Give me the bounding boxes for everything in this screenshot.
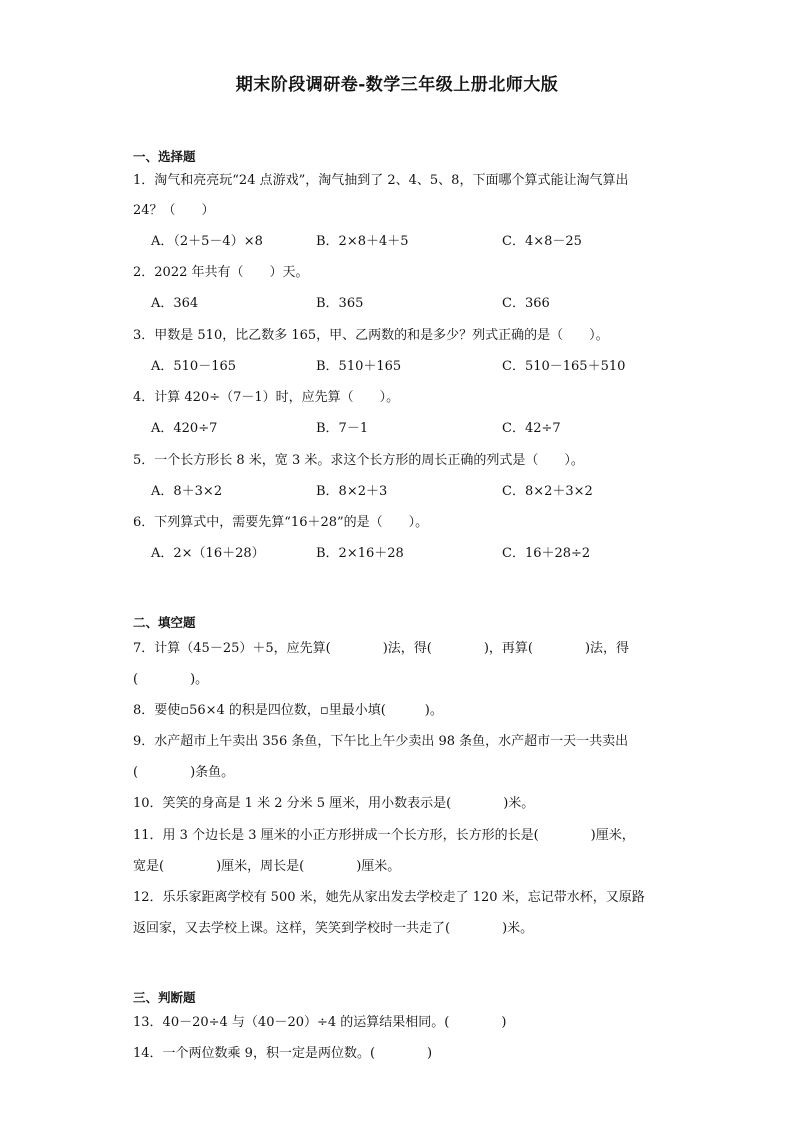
question-11-text: 11．用 3 个边长是 3 厘米的小正方形拼成一个长方形，长方形的长是( )厘米， bbox=[133, 828, 635, 843]
question-9-text: 9．水产超市上午卖出 356 条鱼，下午比上午少卖出 98 条鱼，水产超市一天一共卖出 bbox=[133, 734, 629, 749]
question-6-option-b: B．2×16＋28 bbox=[316, 546, 404, 561]
question-9-text-cont: ( )条鱼。 bbox=[133, 765, 235, 780]
question-2-text: 2．2022 年共有（ ）天。 bbox=[133, 265, 309, 280]
question-4-option-b: B．7－1 bbox=[316, 421, 369, 436]
section-heading-choice: 一、选择题 bbox=[133, 149, 196, 164]
question-10-text: 10．笑笑的身高是 1 米 2 分米 5 厘米，用小数表示是( )米。 bbox=[133, 796, 535, 811]
question-5-option-b: B．8×2＋3 bbox=[316, 484, 388, 499]
question-3-option-a: A．510－165 bbox=[151, 359, 237, 374]
question-5-option-c: C．8×2＋3×2 bbox=[502, 484, 593, 499]
question-6-option-c: C．16＋28÷2 bbox=[502, 546, 591, 561]
question-3-text: 3．甲数是 510，比乙数多 165，甲、乙两数的和是多少？列式正确的是（ ）。 bbox=[133, 328, 609, 343]
question-5-text: 5．一个长方形长 8 米，宽 3 米。求这个长方形的周长正确的列式是（ ）。 bbox=[133, 453, 584, 468]
section-heading-fill-in: 二、填空题 bbox=[133, 615, 196, 630]
question-3-option-c: C．510－165＋510 bbox=[502, 359, 626, 374]
question-7-text: 7．计算（45－25）＋5，应先算( )法，得( )，再算( )法，得 bbox=[133, 641, 630, 656]
question-4-option-a: A．420÷7 bbox=[151, 421, 218, 436]
question-2-option-b: B．365 bbox=[316, 296, 364, 311]
question-1-text-cont: 24？（ ） bbox=[133, 203, 215, 218]
question-2-option-a: A．364 bbox=[151, 296, 199, 311]
question-7-text-cont: ( )。 bbox=[133, 672, 209, 687]
question-12-text: 12．乐乐家距离学校有 500 米，她先从家出发去学校走了 120 米，忘记带水杯，又原路 bbox=[133, 890, 645, 905]
question-11-text-cont: 宽是( )厘米，周长是( )厘米。 bbox=[133, 859, 401, 874]
question-1-option-a: A．（2＋5－4）×8 bbox=[151, 234, 263, 249]
section-heading-true-false: 三、判断题 bbox=[133, 990, 196, 1005]
question-1-text: 1．淘气和亮亮玩“24 点游戏”，淘气抽到了 2、4、5、8，下面哪个算式能让淘气算出 bbox=[133, 173, 629, 188]
question-14-text: 14．一个两位数乘 9，积一定是两位数。( ) bbox=[133, 1046, 433, 1061]
question-2-option-c: C．366 bbox=[502, 296, 550, 311]
question-13-text: 13．40－20÷4 与（40－20）÷4 的运算结果相同。( ) bbox=[133, 1015, 507, 1030]
question-3-option-b: B．510＋165 bbox=[316, 359, 402, 374]
question-6-text: 6．下列算式中，需要先算“16＋28”的是（ ）。 bbox=[133, 515, 429, 530]
question-4-text: 4．计算 420÷（7－1）时，应先算（ ）。 bbox=[133, 390, 400, 405]
question-4-option-c: C．42÷7 bbox=[502, 421, 561, 436]
question-5-option-a: A．8＋3×2 bbox=[151, 484, 223, 499]
question-12-text-cont: 返回家，又去学校上课。这样，笑笑到学校时一共走了( )米。 bbox=[133, 921, 534, 936]
question-1-option-c: C．4×8－25 bbox=[502, 234, 582, 249]
question-6-option-a: A．2×（16＋28） bbox=[151, 546, 265, 561]
question-1-option-b: B．2×8＋4＋5 bbox=[316, 234, 409, 249]
page-title: 期末阶段调研卷-数学三年级上册北师大版 bbox=[235, 75, 559, 95]
question-8-text: 8．要使▫56×4 的积是四位数，▫里最小填( )。 bbox=[133, 703, 443, 718]
